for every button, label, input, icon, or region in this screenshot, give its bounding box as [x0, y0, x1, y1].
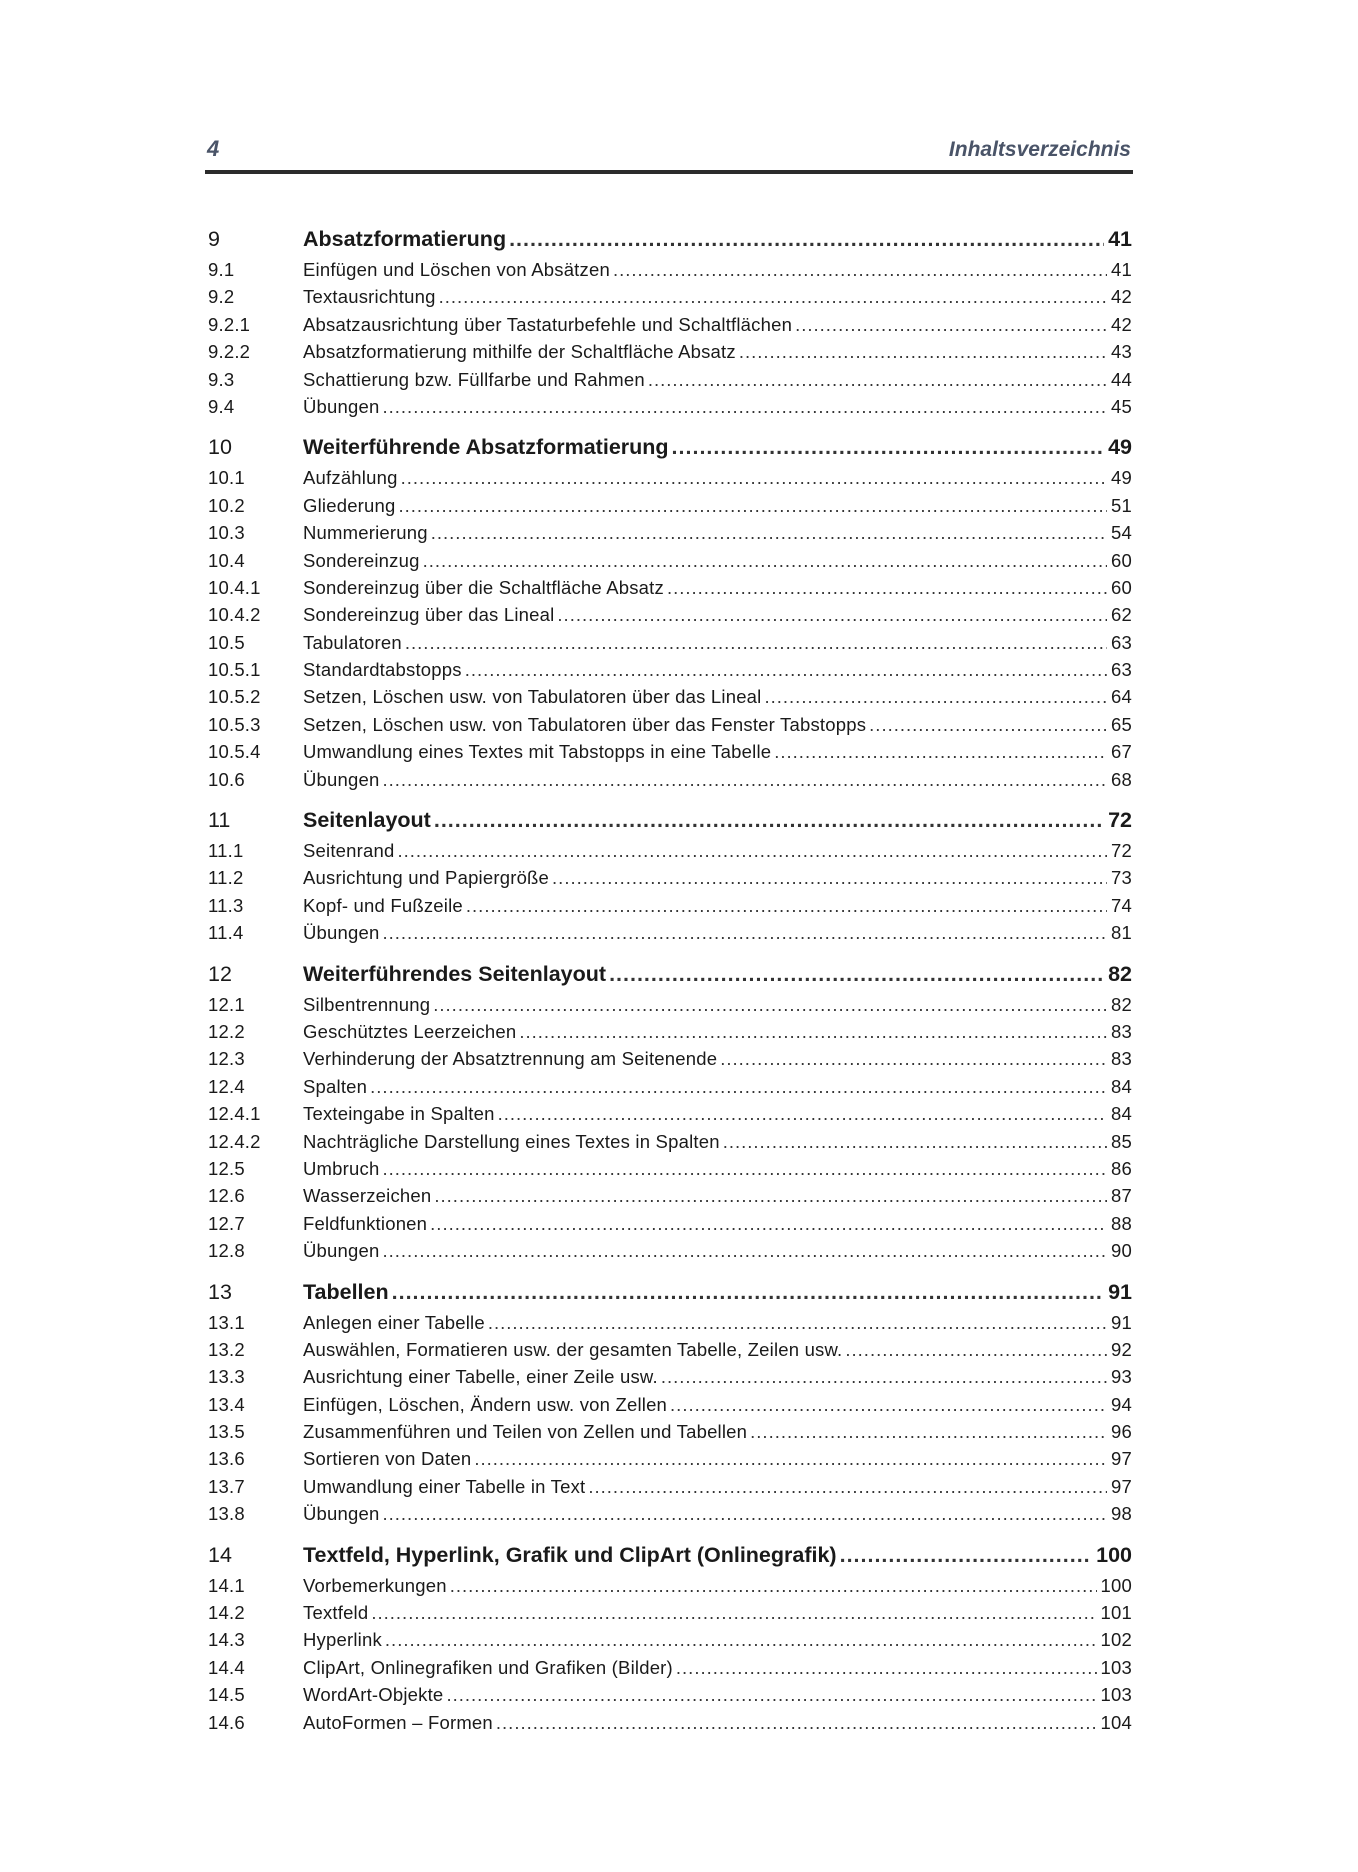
- toc-leader-dots: [588, 1473, 1107, 1500]
- toc-leader-dots: [672, 430, 1105, 464]
- toc-section-row[interactable]: [208, 1681, 1132, 1708]
- toc-section-row[interactable]: [208, 919, 1132, 946]
- toc-leader-dots: [670, 1391, 1107, 1418]
- toc-title: Textfeld, Hyperlink, Grafik und ClipArt (Onlinegrafik): [303, 1542, 837, 1567]
- toc-page-number: 84: [1111, 1103, 1132, 1125]
- toc-page-number: 100: [1100, 1574, 1132, 1596]
- toc-title: Nummerierung: [303, 522, 428, 544]
- toc-section-row[interactable]: [208, 1237, 1132, 1264]
- toc-number: 14.6: [208, 1711, 245, 1733]
- toc-title: Textausrichtung: [303, 286, 436, 308]
- toc-title: Übungen: [303, 1503, 380, 1525]
- toc-section-row[interactable]: [208, 1073, 1132, 1100]
- toc-title: Sondereinzug über die Schaltfläche Absatz: [303, 576, 664, 598]
- toc-number: 13.1: [208, 1311, 245, 1333]
- toc-page-number: 63: [1111, 659, 1132, 681]
- toc-leader-dots: [466, 892, 1107, 919]
- toc-title: Tabellen: [303, 1279, 389, 1304]
- toc-section-row[interactable]: [208, 1500, 1132, 1527]
- toc-section-row[interactable]: [208, 1128, 1132, 1155]
- toc-page-number: 82: [1111, 993, 1132, 1015]
- toc-leader-dots: [385, 1626, 1097, 1653]
- toc-section-row[interactable]: [208, 1363, 1132, 1390]
- toc-leader-dots: [720, 1045, 1107, 1072]
- toc-section-row[interactable]: [208, 766, 1132, 793]
- toc-title: Spalten: [303, 1075, 368, 1097]
- toc-number: 11.3: [208, 894, 244, 916]
- toc-number: 14.1: [208, 1574, 245, 1596]
- toc-title: Ausrichtung einer Tabelle, einer Zeile usw.: [303, 1366, 658, 1388]
- toc-number: 10: [208, 435, 232, 460]
- toc-page-number: 102: [1100, 1629, 1132, 1651]
- toc-leader-dots: [498, 1100, 1107, 1127]
- toc-number: 13.8: [208, 1503, 245, 1525]
- toc-page-number: 62: [1111, 604, 1132, 626]
- toc-page-number: 88: [1111, 1212, 1132, 1234]
- toc-title: AutoFormen – Formen: [303, 1711, 493, 1733]
- toc-number: 10.1: [208, 467, 245, 489]
- toc-leader-dots: [450, 1572, 1097, 1599]
- toc-section-row[interactable]: [208, 1100, 1132, 1127]
- toc-leader-dots: [431, 519, 1107, 546]
- toc-page-number: 94: [1111, 1393, 1132, 1415]
- toc-title: Tabulatoren: [303, 631, 402, 653]
- toc-page-number: 67: [1111, 741, 1132, 763]
- toc-leader-dots: [552, 864, 1107, 891]
- toc-section-row[interactable]: [208, 1045, 1132, 1072]
- toc-page-number: 44: [1111, 368, 1132, 390]
- toc-section-row[interactable]: [208, 366, 1132, 393]
- toc-number: 10.4.1: [208, 576, 261, 598]
- toc-section-row[interactable]: [208, 738, 1132, 765]
- toc-leader-dots: [383, 1500, 1108, 1527]
- toc-number: 10.5: [208, 631, 245, 653]
- toc-page-number: 91: [1111, 1311, 1132, 1333]
- toc-title: Hyperlink: [303, 1629, 382, 1651]
- page-header: [205, 136, 1133, 174]
- toc-title: Textfeld: [303, 1602, 369, 1624]
- toc-number: 9: [208, 227, 220, 251]
- toc-section-row[interactable]: [208, 1418, 1132, 1445]
- toc-number: 13.2: [208, 1338, 245, 1360]
- page-number: 4: [207, 136, 220, 161]
- toc-title: Aufzählung: [303, 467, 398, 489]
- toc-leader-dots: [496, 1709, 1097, 1736]
- toc-page-number: 93: [1111, 1366, 1132, 1388]
- toc-section-row[interactable]: [208, 629, 1132, 656]
- toc-number: 13: [208, 1279, 232, 1304]
- toc-page-number: 41: [1108, 227, 1132, 251]
- toc-leader-dots: [465, 656, 1107, 683]
- toc-section-row[interactable]: [208, 837, 1132, 864]
- toc-section-row[interactable]: [208, 656, 1132, 683]
- toc-leader-dots: [383, 393, 1108, 420]
- toc-page-number: 54: [1111, 522, 1132, 544]
- toc-page-number: 60: [1111, 549, 1132, 571]
- toc-page-number: 83: [1111, 1020, 1132, 1042]
- toc-title: Seitenlayout: [303, 808, 431, 833]
- toc-page-number: 90: [1111, 1240, 1132, 1262]
- toc-page-number: 41: [1111, 259, 1132, 280]
- toc-leader-dots: [383, 766, 1108, 793]
- toc-page-number: 43: [1111, 341, 1132, 363]
- toc-title: Schattierung bzw. Füllfarbe und Rahmen: [303, 368, 645, 390]
- toc-title: Verhinderung der Absatztrennung am Seitenende: [303, 1048, 718, 1070]
- table-of-contents: [208, 222, 1132, 1736]
- toc-section-row[interactable]: [208, 1572, 1132, 1599]
- toc-number: 9.2: [208, 286, 235, 308]
- toc-section-row[interactable]: [208, 256, 1132, 283]
- toc-leader-dots: [401, 464, 1107, 491]
- toc-page-number: 82: [1108, 961, 1132, 986]
- toc-section-row[interactable]: [208, 464, 1132, 491]
- toc-page-number: 86: [1111, 1157, 1132, 1179]
- toc-section-row[interactable]: [208, 393, 1132, 420]
- toc-page-number: 60: [1111, 576, 1132, 598]
- toc-number: 12.2: [208, 1020, 245, 1042]
- toc-leader-dots: [676, 1654, 1097, 1681]
- toc-title: ClipArt, Onlinegrafiken und Grafiken (Bilder): [303, 1656, 673, 1678]
- toc-title: Zusammenführen und Teilen von Zellen und Tabellen: [303, 1421, 748, 1443]
- toc-chapter-row[interactable]: [208, 222, 1132, 256]
- toc-number: 12.7: [208, 1212, 245, 1234]
- toc-title: Auswählen, Formatieren usw. der gesamten Tabelle, Zeilen usw.: [303, 1338, 843, 1360]
- toc-title: Seitenrand: [303, 840, 395, 862]
- toc-title: Übungen: [303, 1240, 380, 1262]
- toc-section-row[interactable]: [208, 311, 1132, 338]
- toc-title: Umwandlung einer Tabelle in Text: [303, 1475, 586, 1497]
- toc-title: Sondereinzug über das Lineal: [303, 604, 555, 626]
- toc-number: 14.4: [208, 1656, 245, 1678]
- toc-section-row[interactable]: [208, 683, 1132, 710]
- toc-number: 9.3: [208, 368, 235, 390]
- toc-page-number: 45: [1111, 395, 1132, 417]
- toc-number: 12.6: [208, 1185, 245, 1207]
- toc-number: 13.4: [208, 1393, 245, 1415]
- toc-title: Absatzausrichtung über Tastaturbefehle und Schaltflächen: [303, 313, 793, 335]
- toc-title: Wasserzeichen: [303, 1185, 432, 1207]
- toc-title: Absatzformatierung: [303, 227, 507, 251]
- toc-section-row[interactable]: [208, 1626, 1132, 1653]
- toc-number: 12.1: [208, 993, 245, 1015]
- toc-section-row[interactable]: [208, 547, 1132, 574]
- toc-page-number: 100: [1096, 1542, 1132, 1567]
- toc-page-number: 68: [1111, 768, 1132, 790]
- toc-section-row[interactable]: [208, 283, 1132, 310]
- toc-leader-dots: [434, 1182, 1107, 1209]
- toc-leader-dots: [519, 1018, 1107, 1045]
- toc-number: 9.4: [208, 395, 235, 417]
- toc-section-row[interactable]: [208, 1709, 1132, 1736]
- toc-leader-dots: [434, 803, 1104, 837]
- toc-leader-dots: [661, 1363, 1107, 1390]
- toc-title: Sondereinzug: [303, 549, 420, 571]
- toc-page-number: 104: [1100, 1711, 1132, 1733]
- toc-page-number: 49: [1108, 435, 1132, 460]
- toc-title: Absatzformatierung mithilfe der Schaltfläche Absatz: [303, 341, 736, 363]
- toc-number: 10.5.2: [208, 686, 261, 708]
- toc-leader-dots: [399, 492, 1108, 519]
- toc-number: 9.1: [208, 259, 235, 280]
- toc-leader-dots: [392, 1275, 1104, 1309]
- toc-leader-dots: [750, 1418, 1107, 1445]
- toc-leader-dots: [613, 256, 1107, 283]
- toc-number: 12.4.2: [208, 1130, 261, 1152]
- toc-page-number: 98: [1111, 1503, 1132, 1525]
- toc-section-row[interactable]: [208, 1309, 1132, 1336]
- toc-number: 12.3: [208, 1048, 245, 1070]
- toc-title: Vorbemerkungen: [303, 1574, 447, 1596]
- toc-section-row[interactable]: [208, 574, 1132, 601]
- toc-number: 9.2.2: [208, 341, 251, 363]
- toc-title: Weiterführendes Seitenlayout: [303, 961, 607, 986]
- toc-leader-dots: [557, 601, 1107, 628]
- toc-section-row[interactable]: [208, 1473, 1132, 1500]
- toc-number: 11: [208, 808, 231, 833]
- toc-title: Texteingabe in Spalten: [303, 1103, 495, 1125]
- toc-section-row[interactable]: [208, 601, 1132, 628]
- toc-title: Einfügen und Löschen von Absätzen: [303, 259, 610, 280]
- toc-leader-dots: [774, 738, 1107, 765]
- toc-leader-dots: [382, 1155, 1107, 1182]
- toc-page-number: 49: [1111, 467, 1132, 489]
- toc-leader-dots: [370, 1073, 1107, 1100]
- toc-number: 13.7: [208, 1475, 245, 1497]
- toc-page-number: 103: [1100, 1656, 1132, 1678]
- toc-page-number: 83: [1111, 1048, 1132, 1070]
- toc-page-number: 64: [1111, 686, 1132, 708]
- toc-title: Umbruch: [303, 1157, 380, 1179]
- toc-page-number: 84: [1111, 1075, 1132, 1097]
- toc-section-row[interactable]: [208, 1210, 1132, 1237]
- toc-leader-dots: [433, 991, 1107, 1018]
- toc-number: 12.4.1: [208, 1103, 261, 1125]
- toc-chapter-row[interactable]: [208, 430, 1132, 464]
- toc-leader-dots: [795, 311, 1107, 338]
- toc-leader-dots: [869, 711, 1107, 738]
- toc-number: 11.4: [208, 922, 244, 944]
- toc-leader-dots: [397, 837, 1107, 864]
- toc-page-number: 73: [1111, 867, 1132, 889]
- toc-section-row[interactable]: [208, 1654, 1132, 1681]
- toc-number: 10.2: [208, 494, 245, 516]
- toc-number: 10.4: [208, 549, 245, 571]
- toc-leader-dots: [423, 547, 1107, 574]
- toc-title: Übungen: [303, 395, 380, 417]
- toc-section-row[interactable]: [208, 1599, 1132, 1626]
- toc-title: Umwandlung eines Textes mit Tabstopps in eine Tabelle: [303, 741, 772, 763]
- toc-page-number: 97: [1111, 1448, 1132, 1470]
- toc-leader-dots: [739, 338, 1107, 365]
- toc-section-row[interactable]: [208, 711, 1132, 738]
- toc-page-number: 72: [1111, 840, 1132, 862]
- toc-page-number: 42: [1111, 313, 1132, 335]
- toc-leader-dots: [667, 574, 1107, 601]
- toc-page-number: 42: [1111, 286, 1132, 308]
- toc-number: 11.1: [208, 840, 244, 862]
- toc-number: 10.3: [208, 522, 245, 544]
- toc-section-row[interactable]: [208, 892, 1132, 919]
- toc-page-number: 92: [1111, 1338, 1132, 1360]
- toc-leader-dots: [840, 1538, 1093, 1572]
- toc-number: 12: [208, 961, 232, 986]
- toc-number: 10.5.4: [208, 741, 261, 763]
- toc-section-row[interactable]: [208, 1018, 1132, 1045]
- toc-section-row[interactable]: [208, 519, 1132, 546]
- toc-section-row[interactable]: [208, 1445, 1132, 1472]
- toc-title: Geschütztes Leerzeichen: [303, 1020, 517, 1042]
- toc-title: Ausrichtung und Papiergröße: [303, 867, 550, 889]
- toc-chapter-row[interactable]: [208, 1275, 1132, 1309]
- header-title: Inhaltsverzeichnis: [948, 138, 1131, 161]
- toc-section-row[interactable]: [208, 1155, 1132, 1182]
- toc-number: 13.5: [208, 1421, 245, 1443]
- toc-page-number: 101: [1100, 1602, 1132, 1624]
- toc-title: Feldfunktionen: [303, 1212, 428, 1234]
- toc-leader-dots: [474, 1445, 1107, 1472]
- toc-leader-dots: [509, 222, 1104, 256]
- toc-page-number: 74: [1111, 894, 1132, 916]
- toc-page-number: 65: [1111, 713, 1132, 735]
- toc-number: 11.2: [208, 867, 244, 889]
- toc-leader-dots: [405, 629, 1107, 656]
- toc-page-number: 87: [1111, 1185, 1132, 1207]
- toc-leader-dots: [383, 1237, 1108, 1264]
- toc-section-row[interactable]: [208, 1182, 1132, 1209]
- toc-page-number: 85: [1111, 1130, 1132, 1152]
- toc-number: 14.2: [208, 1602, 245, 1624]
- toc-leader-dots: [430, 1210, 1107, 1237]
- toc-number: 14.5: [208, 1684, 245, 1706]
- toc-section-row[interactable]: [208, 1391, 1132, 1418]
- toc-section-row[interactable]: [208, 338, 1132, 365]
- toc-title: Sortieren von Daten: [303, 1448, 472, 1470]
- toc-leader-dots: [609, 957, 1104, 991]
- toc-leader-dots: [446, 1681, 1096, 1708]
- toc-number: 13.3: [208, 1366, 245, 1388]
- toc-section-row[interactable]: [208, 864, 1132, 891]
- toc-title: Weiterführende Absatzformatierung: [303, 435, 669, 460]
- toc-title: Setzen, Löschen usw. von Tabulatoren über das Fenster Tabstopps: [303, 713, 867, 735]
- toc-leader-dots: [371, 1599, 1096, 1626]
- toc-number: 14.3: [208, 1629, 245, 1651]
- toc-title: Einfügen, Löschen, Ändern usw. von Zellen: [303, 1393, 668, 1415]
- toc-page-number: 51: [1111, 494, 1132, 516]
- toc-leader-dots: [845, 1336, 1107, 1363]
- toc-leader-dots: [723, 1128, 1107, 1155]
- toc-title: WordArt-Objekte: [303, 1684, 444, 1706]
- toc-leader-dots: [383, 919, 1108, 946]
- toc-title: Anlegen einer Tabelle: [303, 1311, 485, 1333]
- toc-page-number: 63: [1111, 631, 1132, 653]
- toc-title: Standardtabstopps: [303, 659, 462, 681]
- toc-title: Übungen: [303, 922, 380, 944]
- toc-title: Nachträgliche Darstellung eines Textes in Spalten: [303, 1130, 720, 1152]
- toc-page-number: 81: [1111, 922, 1132, 944]
- toc-chapter-row[interactable]: [208, 803, 1132, 837]
- toc-page-number: 72: [1108, 808, 1132, 833]
- toc-chapter-row[interactable]: [208, 1538, 1132, 1572]
- toc-number: 10.5.1: [208, 659, 261, 681]
- toc-page-number: 97: [1111, 1475, 1132, 1497]
- toc-page-number: 103: [1100, 1684, 1132, 1706]
- toc-section-row[interactable]: [208, 991, 1132, 1018]
- toc-number: 10.4.2: [208, 604, 261, 626]
- toc-section-row[interactable]: [208, 492, 1132, 519]
- toc-number: 12.5: [208, 1157, 245, 1179]
- toc-number: 10.5.3: [208, 713, 261, 735]
- toc-title: Silbentrennung: [303, 993, 431, 1015]
- toc-page-number: 91: [1108, 1279, 1132, 1304]
- toc-page-number: 96: [1111, 1421, 1132, 1443]
- toc-title: Gliederung: [303, 494, 396, 516]
- toc-leader-dots: [764, 683, 1107, 710]
- toc-number: 13.6: [208, 1448, 245, 1470]
- toc-number: 10.6: [208, 768, 245, 790]
- toc-chapter-row[interactable]: [208, 957, 1132, 991]
- toc-leader-dots: [439, 283, 1107, 310]
- toc-number: 9.2.1: [208, 313, 251, 335]
- toc-title: Setzen, Löschen usw. von Tabulatoren über das Lineal: [303, 686, 762, 708]
- toc-title: Übungen: [303, 768, 380, 790]
- toc-leader-dots: [648, 366, 1107, 393]
- toc-number: 14: [208, 1542, 232, 1567]
- toc-leader-dots: [488, 1309, 1107, 1336]
- toc-title: Kopf- und Fußzeile: [303, 894, 463, 916]
- toc-number: 12.8: [208, 1240, 245, 1262]
- toc-number: 12.4: [208, 1075, 245, 1097]
- toc-section-row[interactable]: [208, 1336, 1132, 1363]
